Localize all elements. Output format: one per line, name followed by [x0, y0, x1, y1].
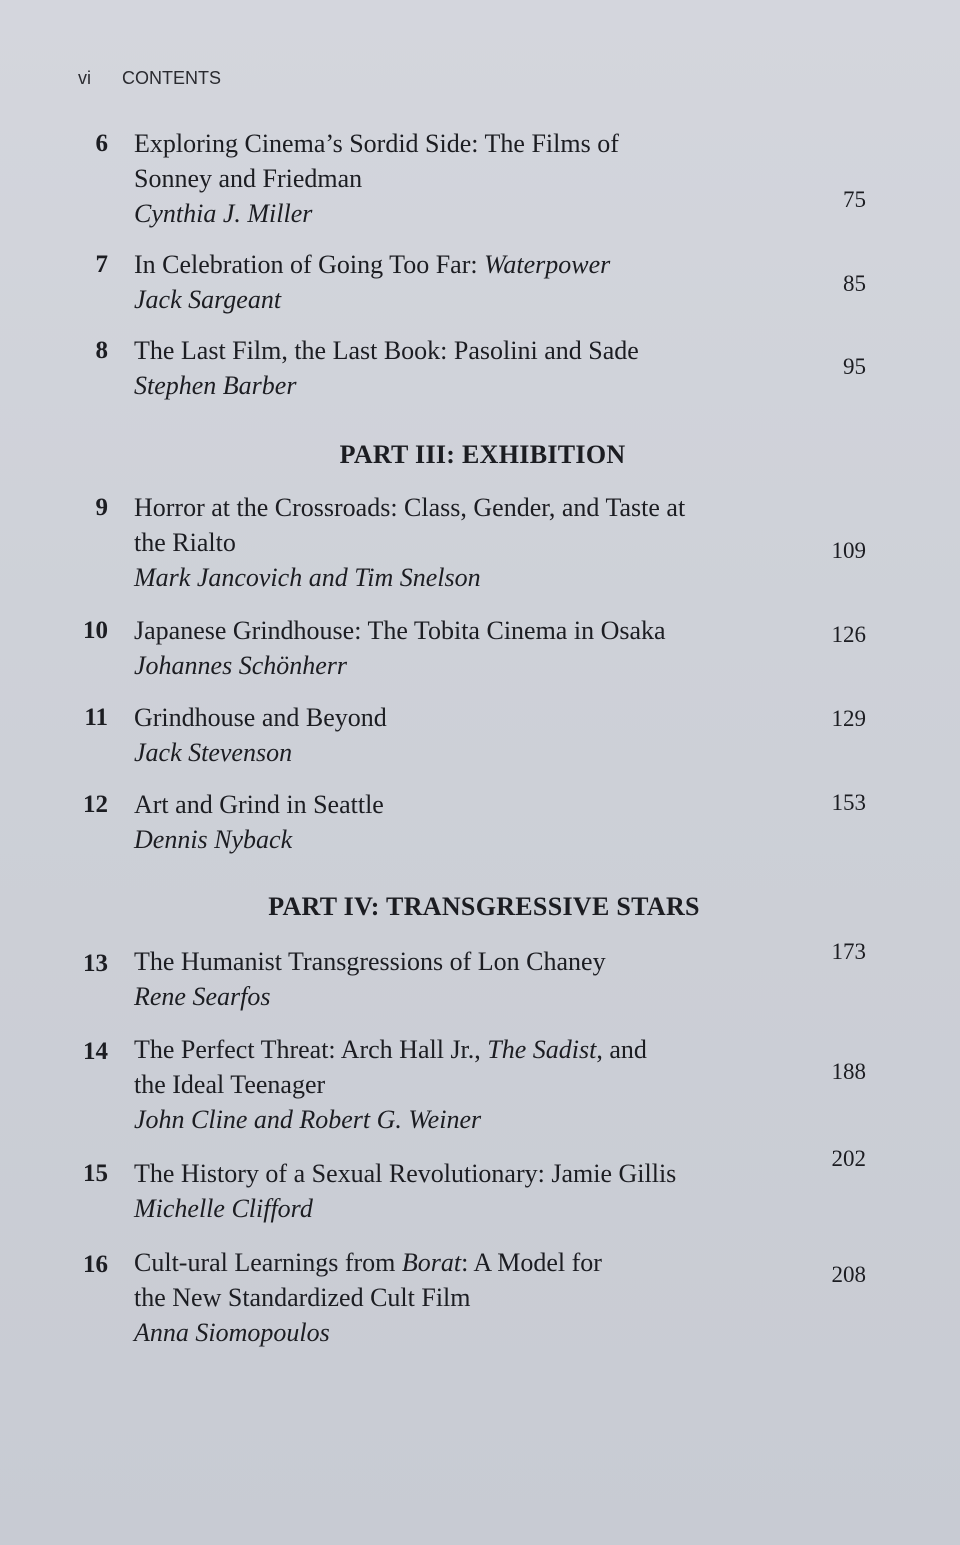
- page-number: 95: [843, 354, 866, 379]
- chapter-author: Jack Stevenson: [134, 738, 293, 767]
- page-number: 202: [831, 1146, 866, 1171]
- page-number: 75: [843, 187, 866, 212]
- page-number: 208: [831, 1262, 866, 1287]
- chapter-author: Mark Jancovich and Tim Snelson: [134, 563, 481, 592]
- page-number: 153: [831, 790, 866, 815]
- chapter-body: [134, 490, 754, 595]
- chapter-number: 9: [95, 494, 108, 521]
- chapter-number: 14: [83, 1038, 108, 1065]
- page-number: 188: [831, 1059, 866, 1084]
- page-number: 109: [831, 538, 866, 563]
- chapter-title-line: In Celebration of Going Too Far: Waterpower: [134, 250, 611, 279]
- chapter-title-line: The History of a Sexual Revolutionary: Jamie Gillis: [134, 1159, 677, 1188]
- page-folio: vi: [78, 68, 91, 88]
- chapter-title-line: The Humanist Transgressions of Lon Chaney: [134, 947, 606, 976]
- chapter-number: 13: [83, 950, 108, 977]
- chapter-author: Anna Siomopoulos: [134, 1318, 330, 1347]
- chapter-title-line: Exploring Cinema’s Sordid Side: The Films of: [134, 129, 619, 158]
- chapter-title-line: the Rialto: [134, 528, 236, 557]
- chapter-number: 16: [83, 1251, 108, 1278]
- chapter-body: [134, 247, 754, 317]
- chapter-body: [134, 700, 754, 770]
- chapter-body: [134, 1032, 754, 1137]
- chapter-title-line: Grindhouse and Beyond: [134, 703, 387, 732]
- chapter-author: Johannes Schönherr: [134, 651, 348, 680]
- chapter-body: [134, 787, 754, 857]
- chapter-title-line: the New Standardized Cult Film: [134, 1283, 471, 1312]
- chapter-body: [134, 613, 754, 683]
- running-head: [78, 68, 221, 89]
- chapter-title-line: Japanese Grindhouse: The Tobita Cinema in Osaka: [134, 616, 666, 645]
- chapter-title-line: Cult-ural Learnings from Borat: A Model for: [134, 1248, 602, 1277]
- chapter-number: 11: [84, 704, 108, 731]
- chapter-body: [134, 1245, 754, 1350]
- chapter-title-line: Art and Grind in Seattle: [134, 790, 384, 819]
- running-head-label: CONTENTS: [122, 68, 222, 88]
- page-number: 85: [843, 271, 866, 296]
- chapter-body: [134, 1156, 754, 1226]
- chapter-author: Michelle Clifford: [134, 1194, 313, 1223]
- chapter-author: Dennis Nyback: [134, 825, 293, 854]
- part-heading: PART III: EXHIBITION: [339, 440, 626, 469]
- chapter-title-line: The Last Film, the Last Book: Pasolini and Sade: [134, 336, 639, 365]
- chapter-body: [134, 126, 754, 231]
- page-number: 126: [831, 622, 866, 647]
- chapter-body: [134, 944, 754, 1014]
- chapter-number: 15: [83, 1160, 108, 1187]
- part-heading: PART IV: TRANSGRESSIVE STARS: [268, 892, 700, 921]
- chapter-author: John Cline and Robert G. Weiner: [134, 1105, 482, 1134]
- chapter-number: 10: [83, 617, 108, 644]
- chapter-author: Rene Searfos: [134, 982, 271, 1011]
- chapter-number: 6: [95, 130, 108, 157]
- chapter-title-line: Horror at the Crossroads: Class, Gender, and Taste at: [134, 493, 686, 522]
- chapter-body: [134, 333, 754, 403]
- chapter-author: Stephen Barber: [134, 371, 297, 400]
- page-number: 173: [831, 939, 866, 964]
- page-number: 129: [831, 706, 866, 731]
- chapter-author: Cynthia J. Miller: [134, 199, 313, 228]
- chapter-author: Jack Sargeant: [134, 285, 282, 314]
- chapter-title-line: The Perfect Threat: Arch Hall Jr., The Sadist, and: [134, 1035, 647, 1064]
- chapter-number: 8: [95, 337, 108, 364]
- chapter-title-line: the Ideal Teenager: [134, 1070, 326, 1099]
- chapter-number: 7: [95, 251, 108, 278]
- chapter-number: 12: [83, 791, 108, 818]
- chapter-title-line: Sonney and Friedman: [134, 164, 363, 193]
